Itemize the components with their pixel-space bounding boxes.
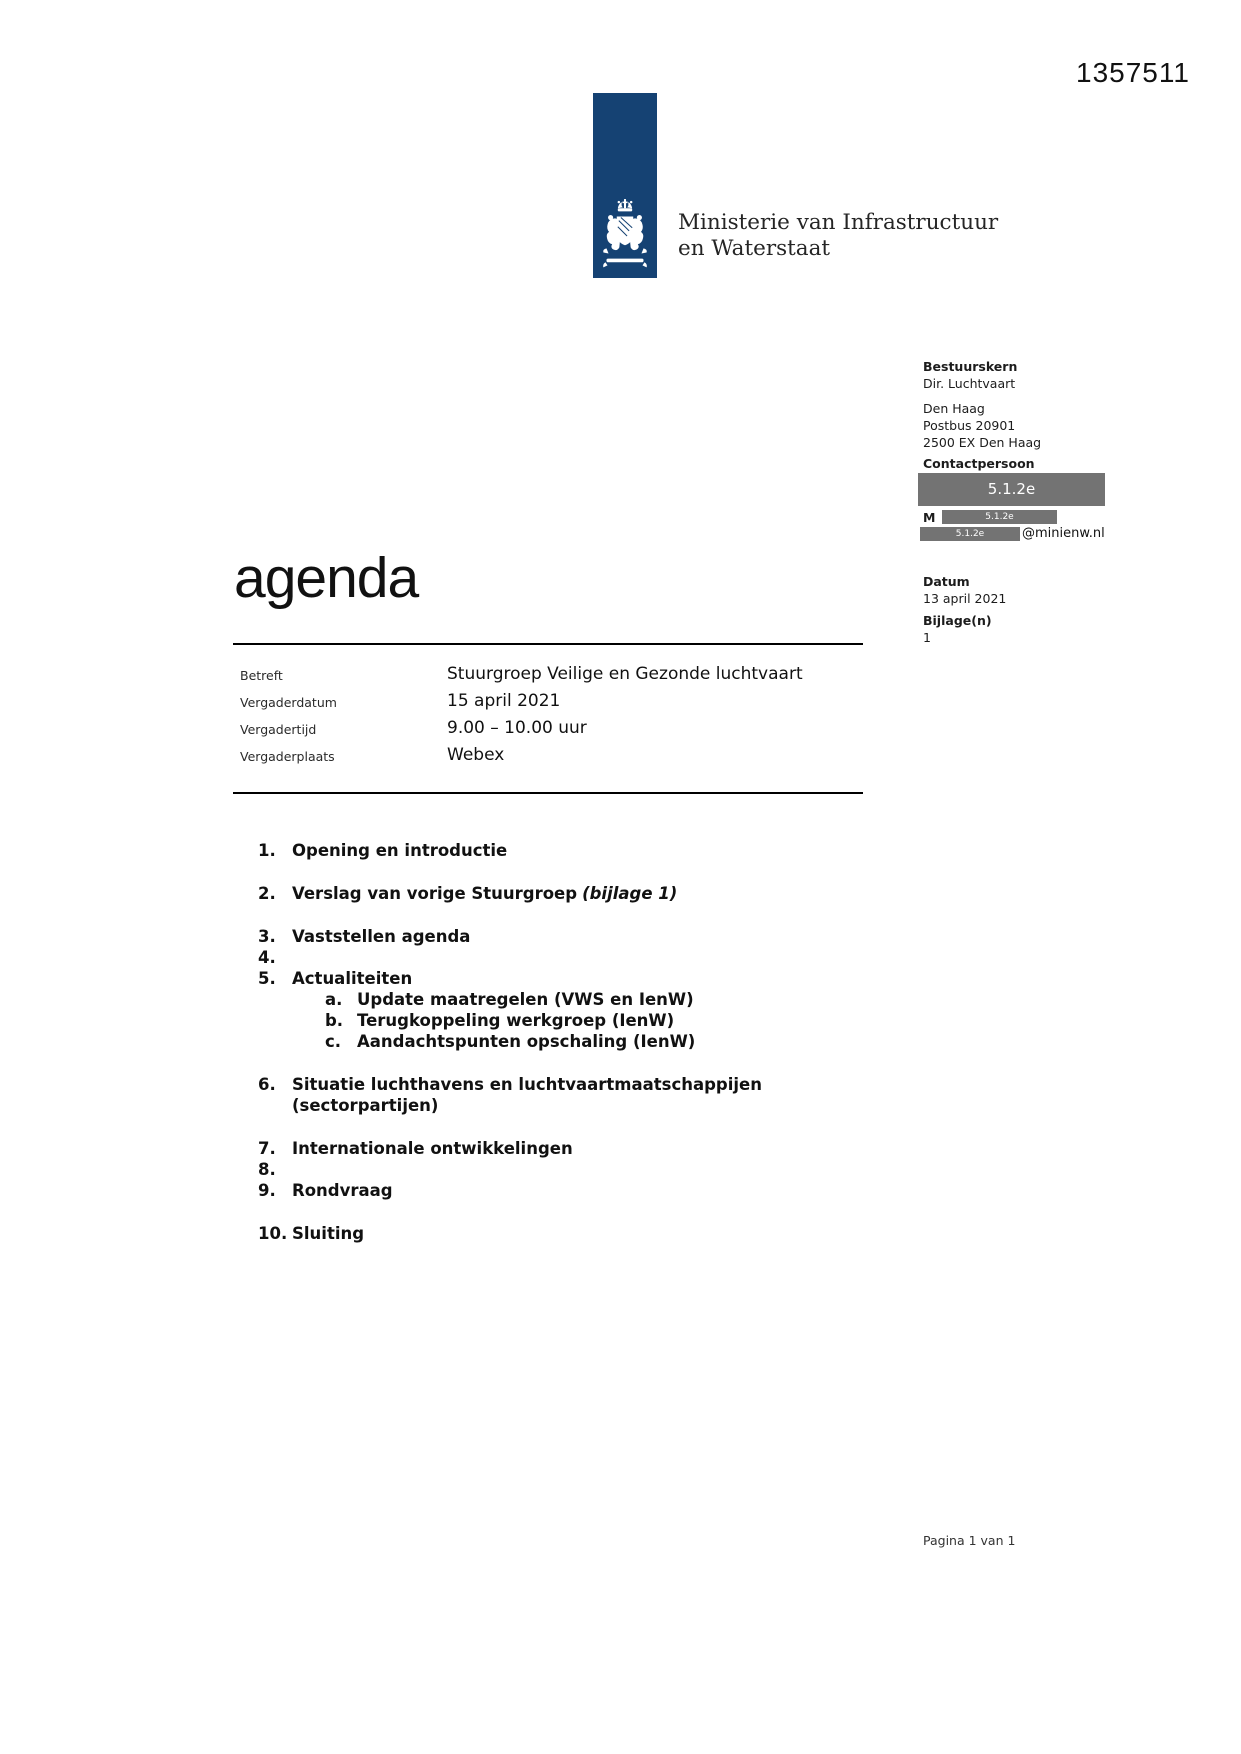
attachments-label: Bijlage(n): [923, 613, 992, 628]
ministry-name: [678, 210, 998, 262]
redaction-box-email: 5.1.2e: [920, 527, 1020, 541]
meeting-value: Webex: [447, 745, 505, 765]
item-number: 6.: [258, 1075, 276, 1094]
meeting-label: Vergaderdatum: [240, 695, 337, 710]
agenda-item-10: [258, 1223, 918, 1244]
item-text: [292, 1074, 762, 1116]
address-line-3: 2500 EX Den Haag: [923, 435, 1042, 450]
meeting-value: Stuurgroep Veilige en Gezonde luchtvaart: [447, 664, 803, 684]
item-number: 5.: [258, 969, 276, 988]
agenda-item-4: [258, 947, 918, 968]
item-text: Actualiteiten: [292, 969, 413, 988]
divider-bottom: [233, 792, 863, 794]
org-title: Bestuurskern: [923, 359, 1018, 374]
sub-item-letter: a.: [325, 990, 343, 1009]
item-text: Sluiting: [292, 1224, 365, 1243]
item-number: 1.: [258, 841, 276, 860]
agenda-item-5a: [325, 989, 918, 1010]
agenda-item-8: [258, 1159, 918, 1180]
agenda-item-7: [258, 1138, 918, 1159]
attachments-value: 1: [923, 630, 931, 645]
divider-top: [233, 643, 863, 645]
email-domain: @minienw.nl: [1022, 526, 1105, 541]
org-subtitle: Dir. Luchtvaart: [923, 376, 1016, 391]
item-text-main: Verslag van vorige Stuurgroep: [292, 884, 578, 903]
item-text-line2: (sectorpartijen): [292, 1096, 439, 1115]
date-value: 13 april 2021: [923, 591, 1007, 606]
address-line-1: Den Haag: [923, 401, 985, 416]
sub-item-text: Terugkoppeling werkgroep (IenW): [357, 1011, 675, 1030]
agenda-item-5c: [325, 1031, 918, 1052]
agenda-list: [258, 840, 918, 1244]
meeting-row-vergaderdatum: [240, 691, 880, 718]
sidebar: [923, 358, 1153, 646]
item-number: 7.: [258, 1139, 276, 1158]
item-number: 8.: [258, 1160, 276, 1179]
dutch-coat-of-arms-icon: [599, 199, 651, 271]
ministry-name-line2: en Waterstaat: [678, 236, 831, 261]
item-text-line1: Situatie luchthavens en luchtvaartmaatschappijen: [292, 1075, 762, 1094]
email-row: [923, 527, 1153, 541]
item-text: [292, 883, 677, 904]
meeting-label: Vergadertijd: [240, 722, 317, 737]
agenda-item-3: [258, 926, 918, 947]
agenda-item-9: [258, 1180, 918, 1201]
meeting-row-vergadertijd: [240, 718, 880, 745]
item-number: 2.: [258, 884, 276, 903]
meeting-label: Vergaderplaats: [240, 749, 335, 764]
contact-label: Contactpersoon: [923, 456, 1035, 471]
phone-prefix-label: M: [923, 509, 936, 525]
item-text: Opening en introductie: [292, 841, 508, 860]
item-number: 4.: [258, 948, 276, 967]
document-number: 1357511: [1076, 57, 1190, 88]
item-number: 9.: [258, 1181, 276, 1200]
agenda-item-2: [258, 883, 918, 904]
phone-row: [923, 510, 1153, 524]
rijksoverheid-logo-bar: [593, 93, 657, 278]
ministry-name-line1: Ministerie van Infrastructuur: [678, 210, 999, 235]
sub-item-letter: c.: [325, 1032, 342, 1051]
meeting-value: 9.00 – 10.00 uur: [447, 718, 587, 738]
item-number: 3.: [258, 927, 276, 946]
meeting-row-betreft: [240, 664, 880, 691]
meeting-row-vergaderplaats: [240, 745, 880, 772]
item-text-italic: (bijlage 1): [582, 884, 678, 903]
page-footer: Pagina 1 van 1: [923, 1533, 1016, 1548]
redaction-box-name: 5.1.2e: [918, 473, 1105, 506]
meeting-details: [240, 664, 880, 772]
agenda-item-5b: [325, 1010, 918, 1031]
meeting-value: 15 april 2021: [447, 691, 561, 711]
item-number: 10.: [258, 1224, 288, 1243]
sub-item-letter: b.: [325, 1011, 344, 1030]
agenda-item-5: [258, 968, 918, 989]
item-text: Vaststellen agenda: [292, 927, 471, 946]
item-text: Rondvraag: [292, 1181, 393, 1200]
agenda-item-1: [258, 840, 918, 861]
redaction-box-phone: 5.1.2e: [942, 510, 1057, 524]
page-title: agenda: [234, 546, 419, 610]
meeting-label: Betreft: [240, 668, 283, 683]
address-line-2: Postbus 20901: [923, 418, 1016, 433]
agenda-item-6: [258, 1074, 918, 1116]
date-label: Datum: [923, 574, 970, 589]
sub-item-text: Aandachtspunten opschaling (IenW): [357, 1032, 696, 1051]
item-text: Internationale ontwikkelingen: [292, 1139, 573, 1158]
sub-item-text: Update maatregelen (VWS en IenW): [357, 990, 694, 1009]
